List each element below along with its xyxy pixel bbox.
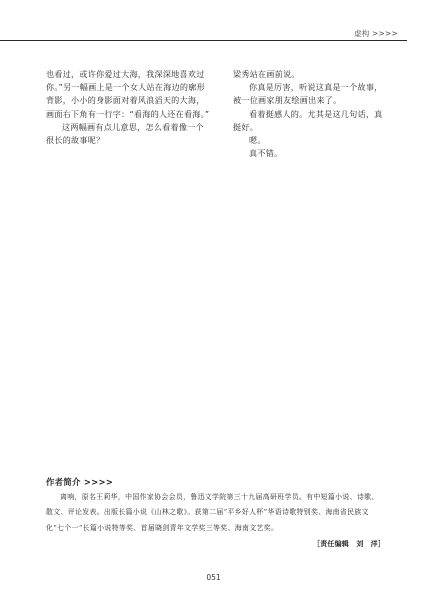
story-paragraph: 看着挺感人的。尤其是这几句话，真挺好。 (233, 108, 383, 132)
story-paragraph: 真不错。 (249, 148, 283, 159)
story-paragraph: 嗯。 (249, 135, 266, 146)
author-bio-text: 离响，原名王莉华，中国作家协会会员，鲁迅文学院第三十九届高研班学员。有中短篇小说、诗歌、散文、评论发表。出版长篇小说《山林之歌》。获第二届“平乡好人杯”华语诗歌特别奖、海南省民族文化“七个一”长篇小说特等奖、首届晓剑青年文学奖三等奖、海南文艺奖。 (46, 493, 379, 532)
story-paragraph: 梁秀站在画前说。 (233, 69, 300, 79)
author-bio-heading: 作者简介 >>>> (46, 477, 114, 487)
page-number: 051 (206, 573, 221, 582)
header-rule (0, 40, 407, 41)
story-paragraph: 这两幅画有点儿意思，怎么看着像一个很长的故事呢？ (46, 121, 204, 146)
editor-credit: ［责任编辑 刘 洋］ (313, 540, 385, 548)
left-text-column (46, 68, 212, 147)
section-tag: 虚构 >>>> (354, 29, 398, 38)
right-text-column (233, 68, 385, 160)
story-paragraph: 也看过，或许你爱过大海，我深深地喜欢过你。”另一幅画上是一个女人站在海边的廓形背影，小小的身影面对着风浪滔天的大海，画面右下角有一行字：“看海的人还在看海。” (46, 69, 210, 119)
story-paragraph: 你真是厉害，听说这真是一个故事，被一位画家朋友绘画出来了。 (233, 82, 383, 106)
